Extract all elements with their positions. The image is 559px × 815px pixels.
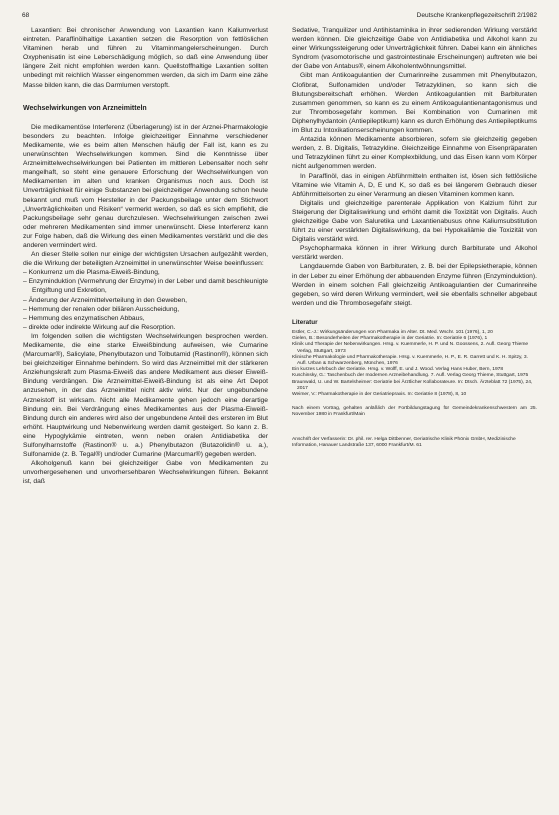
page-number: 68 [22, 12, 30, 19]
reference-item: Weimer, V.: Pharmakotherapie in der Geriatriepraxis. In: Geriatrie 8 (1978), 8, 10 [292, 392, 467, 398]
list-item: – Enzyminduktion (Vermehrung der Enzyme) in der Leber und damit beschleunigte Entgiftung und Exkretion, [23, 278, 268, 295]
reference-item: Ein kurzes Lehrbuch der Geriatrie. Hrsg. v. Wolff, E. und J. Wood. Verlag Hans Huber, Bern, 1978 [292, 367, 504, 373]
running-head: Deutsche Krankenpflegezeitschrift 2/1982 [416, 12, 537, 19]
intro-paragraph: Laxantien: Bei chronischer Anwendung von Laxantien kann Kaliumverlust eintreten. Paraffinölhaltige Laxantien setzen die Resorption von fettlöslichen Vitaminen herab und führen zu Vitaminmangelerscheinungen. Durch Oxyphenisatin ist eine Leberschädigung möglich, so daß eine Anwendung über längere Zeit nicht empfohlen werden kann. Quellstoffhaltige Laxantien sollten unbedingt mit reichlich Wasser eingenommen werden, da sich im Darm eine zähe Masse bilden kann, die das Darmlumen verstopft. [23, 27, 268, 89]
list-item: – Hemmung des enzymatischen Abbaus, [23, 314, 145, 322]
page-header [22, 5, 537, 17]
paragraph: Die medikamentöse Interferenz (Überlagerung) ist in der Arznei-Pharmakologie besonders zu beachten. Infolge gleichzeitiger Einnahme verschiedener Medikamente, wie es beim alten Menschen häufig der Fall ist, kann es zu unerwünschten Wechselwirkungen kommen. Sind die Kenntnisse über Arzneimittelwechselwirkungen bei Patienten im mittleren Lebensalter noch sehr mangelhaft, so steht eine genauere Erforschung der Wechselwirkungen von Medikamenten im alten und kranken Organismus noch aus. Doch ist Unverträglichkeit für einige Substanzen bei gleichzeitiger Anwendung schon heute bekannt und muß vom Hersteller in der Packungsbeilage unter dem Stichwort „Unverträglichkeiten und Risiken“ vermerkt werden, so daß es sich empfiehlt, die Packungsbeilage sehr genau durchzulesen. Wechselwirkungen zwischen zwei oder mehreren Medikamenten sind immer unerwünscht. Diese Interferenz kann zur Folge haben, daß die Wirkung des einen Medikamentes verstärkt und die des anderen vermindert wird. [23, 123, 268, 249]
list-item: – Hemmung der renalen oder biliären Ausscheidung, [23, 305, 180, 313]
author-address: Anschrift der Verfasserin: Dr. phil. rer. Helga Dittbenner, Geriatrische Klinik Phönix GmbH, Medizinische Information, Hanauer Landstraße 137, 6000 Frankfurt/M. 61 [292, 436, 516, 448]
paragraph: Psychopharmaka können in ihrer Wirkung durch Barbiturate und Alkohol verstärkt werden. [292, 245, 537, 262]
reference-item: Braunwald, U. und W. Bartelsheimer: Geriatrie bei Ärztlicher Kollaborateure. In: Dtsch. Ärzteblatt 72 (1975), 24, 2017 [292, 379, 533, 391]
paragraph: Sedative, Tranquilizer und Antihistaminika in ihrer sedierenden Wirkung verstärkt werden können. Die gleichzeitige Gabe von Antidiabetika und Alkohol kann zu einer Wirkungssteigerung oder Unverträglichkeit führen. Dabei kann ein ähnliches Syndrom (vasomotorische und gastrointestinale Erscheinungen) auftreten wie bei der Gabe von Antabus®, einem Alkoholentwöhnungsmittel. [292, 27, 537, 71]
paragraph: Langdauernde Gaben von Barbituraten, z. B. bei der Epilepsietherapie, können in der Leber zu einer Erhöhung der abbauenden Enzyme führen (Enzyminduktion). Werden in einem solchen Fall gleichzeitig Antikoagulantien der Cumarinreihe gegeben, so wird deren Wirkung vermindert, weil sie ebenfalls schneller abgebaut werden und die Thrombosegefahr steigt. [292, 263, 537, 307]
lecture-note: Nach einem Vortrag, gehalten anläßlich der Fortbildungstagung für Gemeindekrankenschwestern am 25. November 1980 in Frankfurt/Main [292, 406, 537, 418]
list-item: – Konkurrenz um die Plasma-Eiweiß-Bindung, [23, 269, 160, 277]
list-item: – Änderung der Arzneimittelverteilung in den Geweben, [23, 296, 187, 304]
paragraph: An dieser Stelle sollen nur einige der wichtigsten Ursachen aufgezählt werden, die die Wirkung der beteiligten Arzneimittel in unerwünschter Weise beeinflussen: [23, 251, 268, 268]
reference-item: Kuschinsky, G.: Taschenbuch der modernen Arzneibehandlung. 7. Aufl. Verlag Georg Thieme, Stuttgart, 1975 [292, 373, 529, 379]
literature-heading: Literatur [292, 318, 318, 326]
paragraph: Antazida können Medikamente absorbieren, sofern sie gleichzeitig gegeben werden, z. B. Digitalis, Tetrazykline. Gleichzeitige Einnahme von Eisenpräparaten und Tetrazyklinen führt zu einer Komplexbildung, und das Eisen kann vom Körper nicht aufgenommen werden. [292, 136, 537, 171]
section-heading: Wechselwirkungen von Arzneimitteln [23, 104, 147, 112]
paragraph: Gibt man Antikoagulantien der Cumarinreihe zusammen mit Phenylbutazon, Clofibrat, Sulfonamiden und/oder Tetrazyklinen, so kann sich die Blutungsbereitschaft erhöhen. Werden Antikoagulantien mit Barbituraten zusammen genommen, so kann es zu einem Antikoagulantienantagonismus und zur Thrombosegefahr kommen. Bei Kombination von Cumarinen mit Diphenylhydantoin (Antiepileptikum) kann es durch Erhöhung des Antiepileptikums im Blut zu Intoxikationserscheinungen kommen. [292, 72, 537, 135]
right-column [292, 26, 537, 449]
reference-item: Gielen, B.: Besonderheiten der Pharmakotherapie in der Geriatrie. In: Geriatrie 6 (1976), 1 [292, 336, 488, 342]
paragraph: Im folgenden sollen die wichtigsten Wechselwirkungen besprochen werden. Medikamente, die eine starke Eiweißbindung aufweisen, wie Cumarine (Marcumar®), Salicylate, Phenylbutazon und Tolbutamid (Rastinon®), können sich bei gleichzeitiger Einnahme behindern. So wird das Arzneimittel mit der stärkeren Anziehungskraft zum Plasma-Eiweiß das andere Medikament aus dieser Eiweiß-Bindung verdrängen. Die Arzneimittel-Eiweiß-Bindung ist als eine Art Depot anzusehen, in der das Arzneimittel nicht aktiv wirkt. Nur der ungebundene Arzneistoff ist wirksam. Nicht alle Medikamente gehen jedoch eine derartige Bindung ein. Bei Verdrängung eines Medikamentes aus der Plasma-Eiweiß-Bindung durch ein anderes wird also der ungebundene Anteil des ersteren im Blut erhöht. Hauptwirkung und Nebenwirkung werden damit gesteigert. So kann z. B. eine Hypoglykämie eintreten, wenn neben oralen Antidiabetika der Sulfonylharnstoffe (Rastinon® u. a.) Phenylbutazon (Butazolidin® u. a.), Sulfonamide (z. B. Tegal®) und/oder Cumarine (Marcumar®) gegeben werden. [23, 332, 268, 459]
paragraph: Digitalis und gleichzeitige parenterale Applikation von Kalzium führt zur Steigerung der Digitaliswirkung und erhöht damit die Toxizität von Digitalis. Auch gleichzeitige Gabe von Saluretika und Laxantienabusus ohne Kaliumsubstitution führt zu einer verstärkten Digitaliswirkung, da bei Hypokaliämie die Toxizität von Digitalis verstärkt wird. [292, 199, 537, 244]
paragraph: Alkoholgenuß kann bei gleichzeitiger Gabe von Medikamenten zu unvorhergesehenen und unvorhersehbaren Wechselwirkungen führen. Bekannt ist, daß [23, 460, 268, 486]
paragraph: In Paraffinöl, das in einigen Abführmitteln enthalten ist, lösen sich fettlösliche Vitamine wie Vitamin A, D, E und K, so daß es bei längerem Gebrauch dieser Abführmittelsorten zu einer Verarmung an diesen Vitaminen kommen kann. [292, 172, 537, 198]
reference-item: Klinik und Therapie der Nebenwirkungen. Hrsg. v. Kuemmerle, H. P. und N. Goossens, 2. Aufl. Georg Thieme Verlag, Stuttgart, 1973 [292, 342, 529, 354]
list-item: – direkte oder indirekte Wirkung auf die Resorption. [23, 323, 176, 331]
reference-item: Klinische Pharmakologie und Pharmakotherapie. Hrsg. v. Kuemmerle, H. P., E. R. Garrett und K. H. Spitzy, 3. Aufl. Urban & Schwarzenberg, München, 1976 [292, 354, 528, 367]
reference-item: Estler, C.-J.: Wirkungsänderungen von Pharmaka im Alter. Dt. Med. Wschr. 101 (1976), 1, 20 [292, 330, 493, 335]
causes-list [23, 268, 268, 332]
literature-list [292, 330, 537, 398]
left-column [23, 26, 268, 487]
